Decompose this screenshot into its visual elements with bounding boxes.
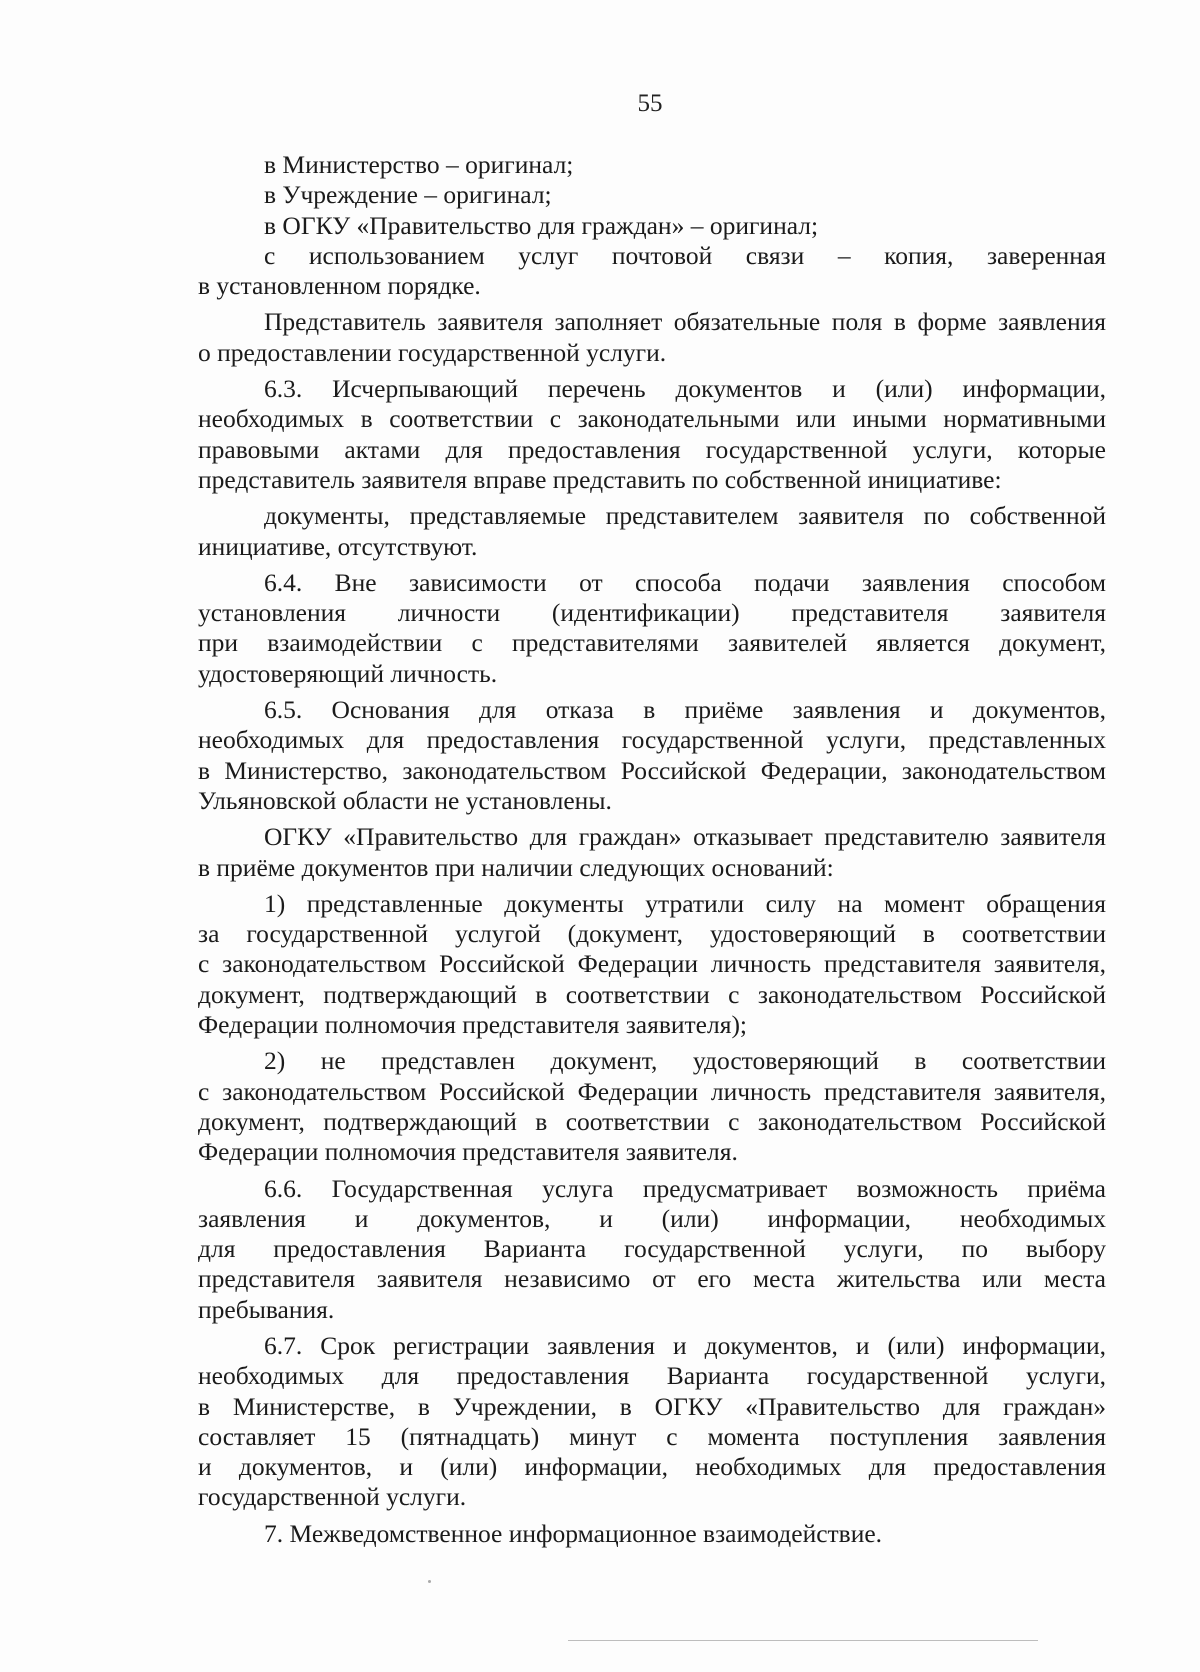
text-line: в Учреждение – оригинал; (264, 180, 552, 210)
text-line: документы, представляемые представителем заявителя по собственной (264, 501, 1106, 531)
text-line: за государственной услугой (документ, удостоверяющий в соответствии (198, 919, 1106, 949)
text-line: необходимых в соответствии с законодательными или иными нормативными (198, 404, 1106, 434)
text-line: 6.7. Срок регистрации заявления и документов, и (или) информации, (264, 1330, 1106, 1360)
text-line: в Министерстве, в Учреждении, в ОГКУ «Правительство для граждан» (198, 1391, 1106, 1421)
text-line: составляет 15 (пятнадцать) минут с момента поступления заявления (198, 1421, 1106, 1451)
text-line: 1) представленные документы утратили силу на момент обращения (264, 888, 1106, 918)
text-line: 6.3. Исчерпывающий перечень документов и (или) информации, (264, 374, 1106, 404)
text-line: Ульяновской области не установлены. (198, 785, 612, 815)
text-line: представителя заявителя независимо от его места жительства или места (198, 1264, 1106, 1294)
text-line: документ, подтверждающий в соответствии с законодательством Российской (198, 979, 1106, 1009)
text-line: в ОГКУ «Правительство для граждан» – оригинал; (264, 210, 819, 240)
text-line: при взаимодействии с представителями заявителей является документ, (198, 628, 1106, 658)
text-line: в установленном порядке. (198, 271, 481, 301)
text-line: установления личности (идентификации) представителя заявителя (198, 598, 1106, 628)
text-line: и документов, и (или) информации, необходимых для предоставления (198, 1452, 1106, 1482)
text-line: 6.5. Основания для отказа в приёме заявления и документов, (264, 695, 1106, 725)
text-line: с законодательством Российской Федерации личность представителя заявителя, (198, 949, 1106, 979)
text-line: Федерации полномочия представителя заявителя); (198, 1010, 748, 1040)
document-body (198, 150, 1106, 1549)
text-line: представитель заявителя вправе представить по собственной инициативе: (198, 464, 1002, 494)
page-number: 55 (637, 90, 663, 117)
footer-rule (568, 1640, 1038, 1641)
scan-speck (428, 1580, 431, 1583)
text-line: Федерации полномочия представителя заявителя. (198, 1137, 738, 1167)
text-line: с использованием услуг почтовой связи – копия, заверенная (264, 240, 1106, 270)
text-line: в Министерство, законодательством Российской Федерации, законодательством (198, 755, 1106, 785)
text-line: в Министерство – оригинал; (264, 150, 574, 179)
text-line: в приёме документов при наличии следующих оснований: (198, 852, 834, 882)
text-line: инициативе, отсутствуют. (198, 531, 478, 561)
section-heading: 7. Межведомственное информационное взаимодействие. (264, 1518, 883, 1548)
text-line: заявления и документов, и (или) информации, необходимых (198, 1203, 1106, 1233)
text-line: с законодательством Российской Федерации личность представителя заявителя, (198, 1076, 1106, 1106)
text-line: 2) не представлен документ, удостоверяющий в соответствии (264, 1046, 1106, 1076)
text-line: необходимых для предоставления государственной услуги, представленных (198, 725, 1106, 755)
text-line: правовыми актами для предоставления государственной услуги, которые (198, 434, 1106, 464)
text-line: для предоставления Варианта государственной услуги, по выбору (198, 1234, 1106, 1264)
text-line: государственной услуги. (198, 1482, 467, 1512)
text-line: о предоставлении государственной услуги. (198, 337, 667, 367)
text-line: документ, подтверждающий в соответствии с законодательством Российской (198, 1106, 1106, 1136)
text-line: ОГКУ «Правительство для граждан» отказывает представителю заявителя (264, 822, 1106, 852)
text-line: пребывания. (198, 1294, 335, 1324)
text-line: необходимых для предоставления Варианта государственной услуги, (198, 1361, 1106, 1391)
text-line: Представитель заявителя заполняет обязательные поля в форме заявления (264, 307, 1106, 337)
text-line: 6.4. Вне зависимости от способа подачи заявления способом (264, 567, 1106, 597)
text-line: удостоверяющий личность. (198, 658, 498, 688)
text-line: 6.6. Государственная услуга предусматривает возможность приёма (264, 1173, 1106, 1203)
